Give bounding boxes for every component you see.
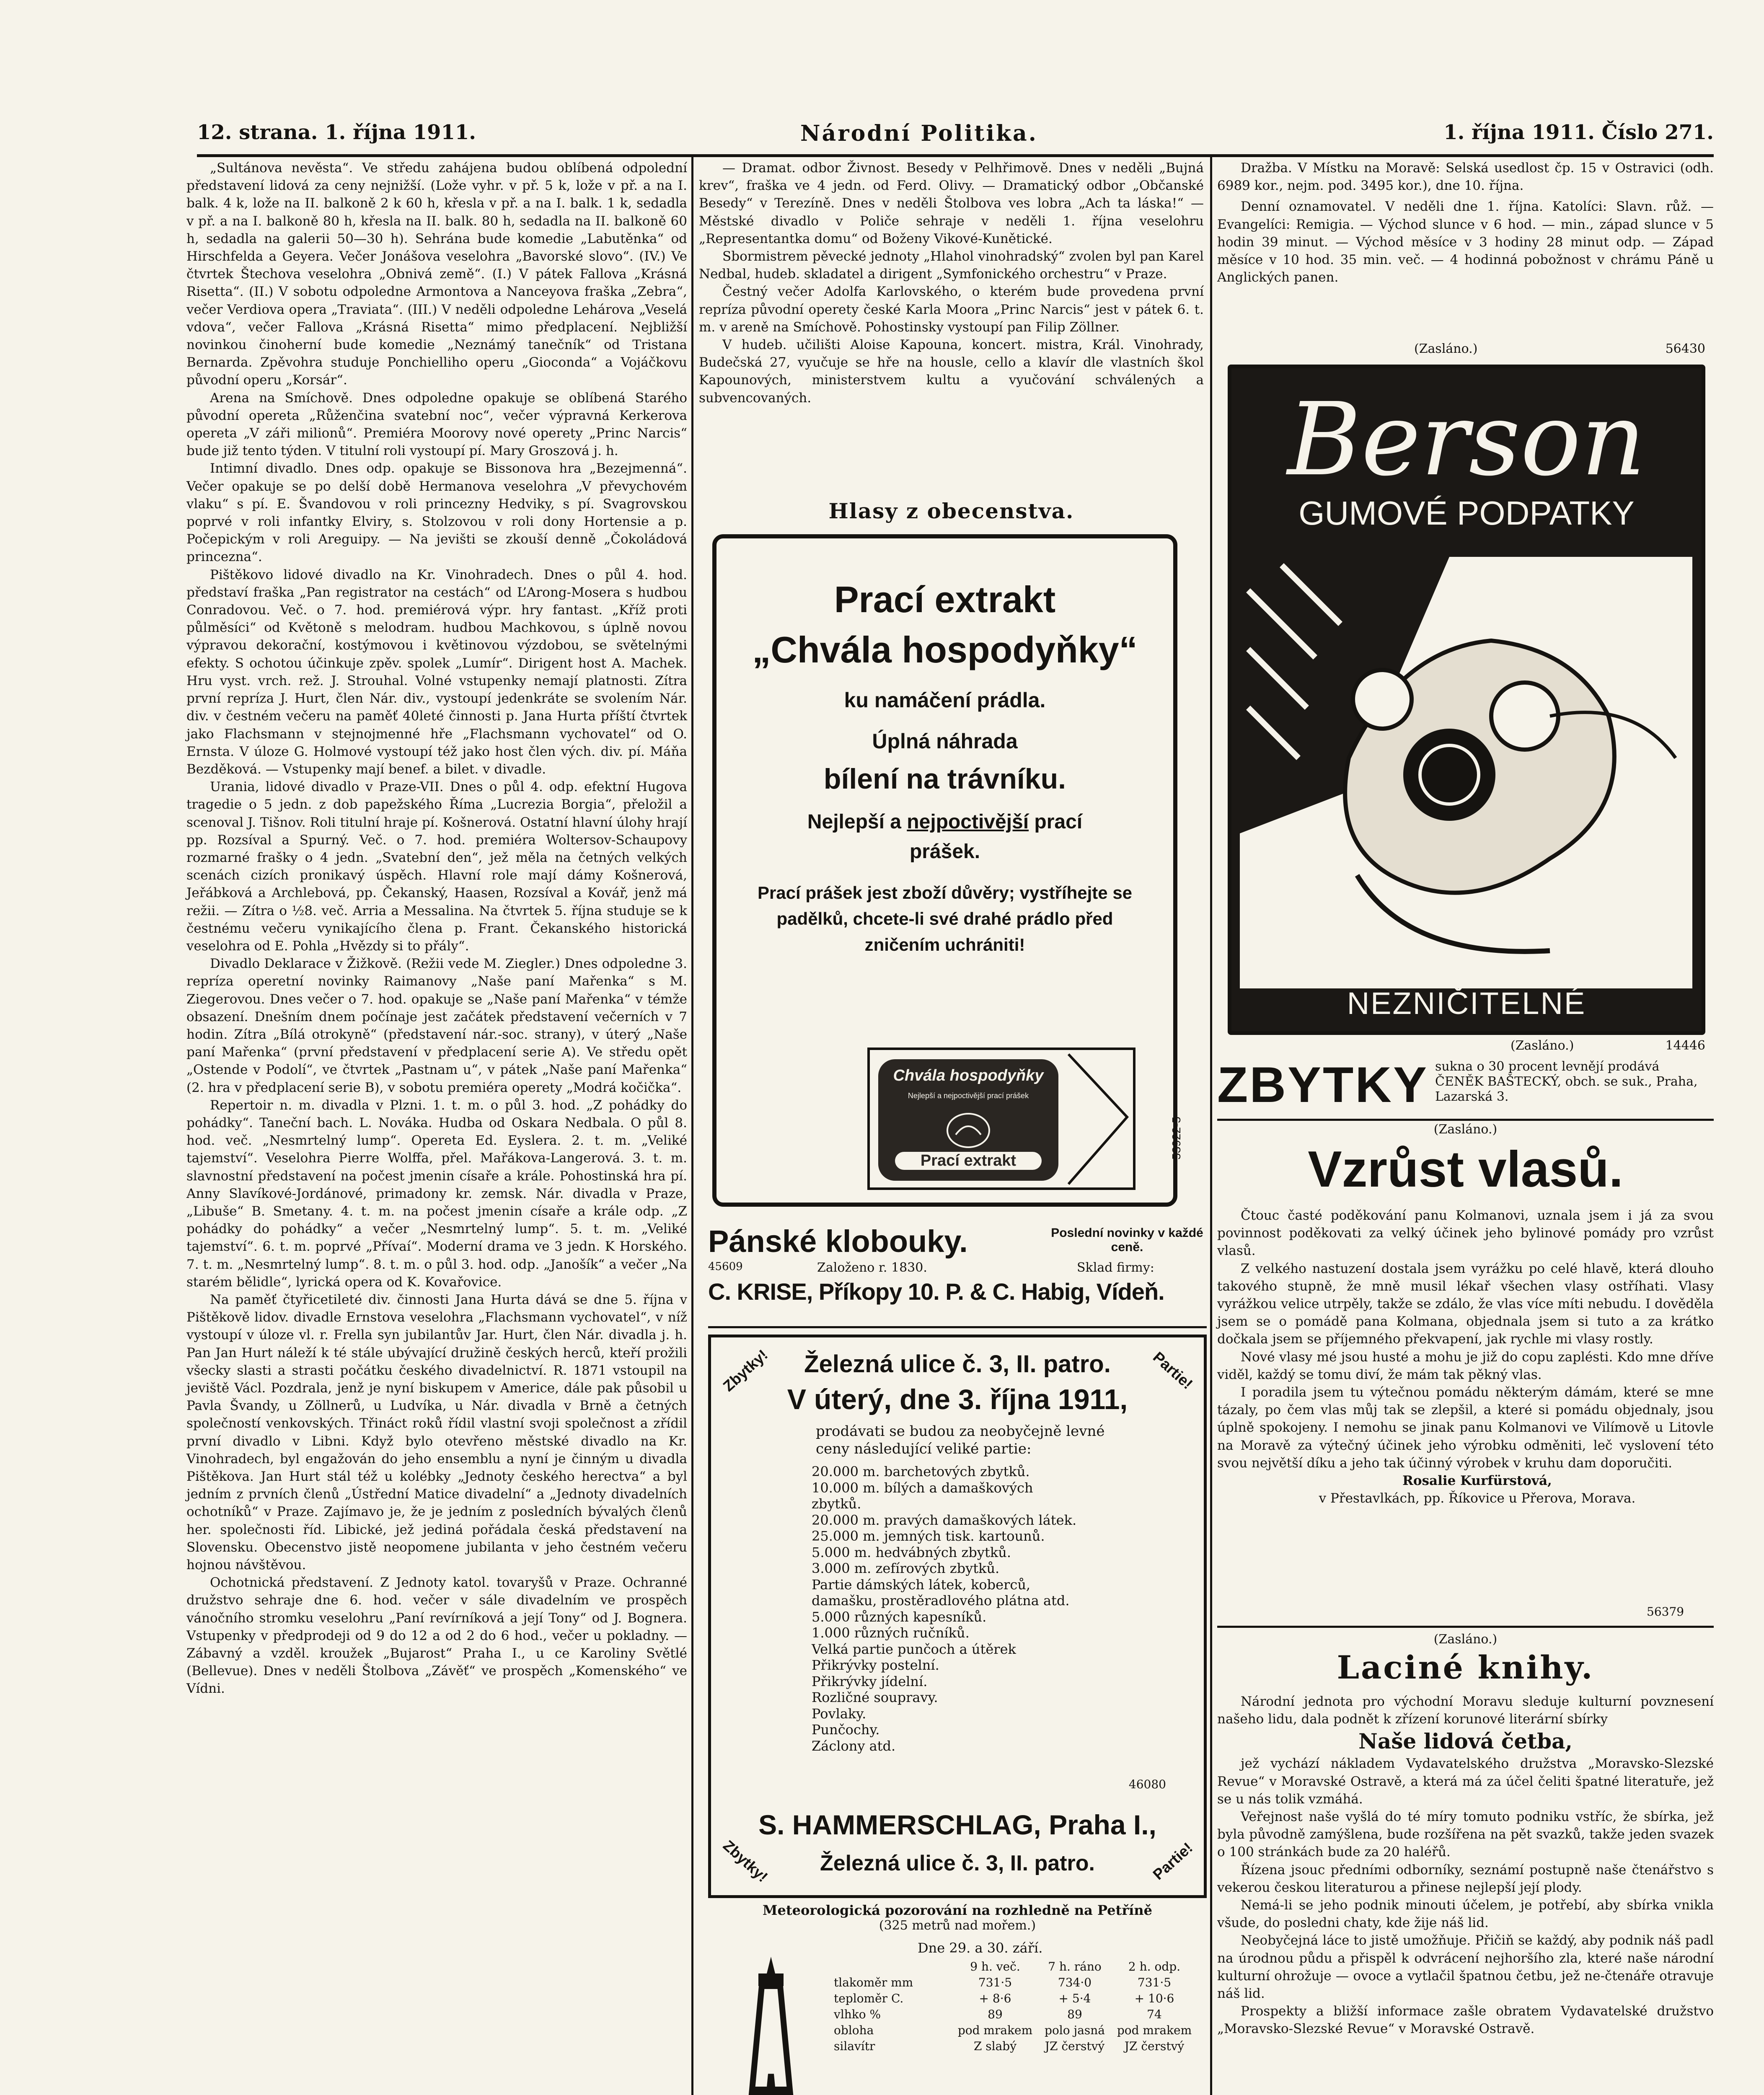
article-ochotnicka: Ochotnická představení. Z Jednoty katol. tovaryšů v Praze. Ochranné družstvo sehraje dne 6. hod. večer v sále divadelním ve prospěch vánočního stromku veselohru „Paní revírníková a její Tony“ od J. Bognera. Vstupenky v předprodeji od 9 do 12 a od 2 do 6 hod., večer u pokladny. — Zábavný a vzděl. kroužek „Bujarost“ Praha I., u ce Karoliny Světlé (Bellevue). Dnes v neděli Štolbova „Závěť“ ve prospěch „Komenského“ ve Vídni. [186, 1575, 687, 1697]
zaslano-3: (Zasláno.) [1433, 1122, 1498, 1137]
zbytky-text: sukna o 30 procent levnějí prodává ČENĚK BAŠTECKÝ, obch. se suk., Praha, Lazarská 3. [1435, 1059, 1698, 1104]
masthead [197, 121, 1714, 157]
hammer-item: Přikrývky jídelní. [812, 1673, 928, 1689]
column-rule-2 [1210, 157, 1212, 2095]
article-dramaticke-odbory: — Dramat. odbor Živnost. Besedy v Pelhřimově. Dnes v neděli „Bujná krev“, fraška ve 4 jedn. od Ferd. Olivy. — Dramatický odbor „Občanské Besedy“ v Terezíně. Dnes v neděli Štolbova ves lobra „Ach ta láska!“ — Městské divadlo v Poliče sehraje v neděli 1. října veselohru „Representantka domu“ od Boženy Vikové-Kunětické. [699, 160, 1204, 246]
ad-hammerschlag [708, 1335, 1207, 1898]
article-arena: Arena na Smíchově. Dnes odpoledne opakuje se oblíbená Starého původní opereta „Růženčina svatební noc“, večer výpravná Kerkerova opereta „V záři milionů“. Premiéra Moorovy nové operety „Princ Narcis“ bude již tento týden. V titulní roli vystoupí pí. Mary Groszová j. h. [186, 390, 687, 459]
ad-prasek-line6a: Nejlepší a [807, 811, 901, 833]
ad-num-1: 56430 [1665, 341, 1705, 356]
meteo-dates: Dne 29. a 30. září. [918, 1940, 1043, 1956]
meteo-row-label: tlakoměr mm [834, 1976, 913, 1989]
meteo-header-row [834, 1959, 1203, 1975]
column-3-notices [1217, 159, 1714, 339]
meteo-title: Meteorologická pozorování na rozhledně na Petříně [763, 1902, 1152, 1918]
klobouky-firm: C. KRISE, Příkopy 10. P. & C. Habig, Vídeň. [708, 1278, 1164, 1305]
hammer-address-2: Železná ulice č. 3, II. patro. [820, 1851, 1095, 1875]
column-rule-1 [691, 157, 693, 2095]
hammer-item: 5.000 m. hedvábných zbytků. [812, 1544, 1011, 1560]
corner-zbytky-tl: Zbytky! [719, 1346, 771, 1395]
hammer-item: 25.000 m. jemných tisk. kartounů. [812, 1528, 1045, 1544]
meteo-row-label: vlhko % [834, 2007, 881, 2021]
meteo-cell: pod mrakem [1117, 2023, 1192, 2037]
knihy-paragraph-4: Řízena jsouc předními odborníky, seznámí postupně naše čtenářstvo s vekerou českou literaturou a přinese nejlepší její plody. [1217, 1862, 1714, 1895]
meteo-row-label: silavítr [834, 2039, 875, 2053]
ad-num-2: 14446 [1665, 1038, 1705, 1053]
hammer-item: 1.000 různých ručníků. [812, 1625, 970, 1641]
knihy-paragraph-3: Veřejnost naše vyšlá do té míry tomuto podniku vstříc, že sbírka, jež byla původně zamýšlena, bude rozšířena na pět svazků, takže jeden svazek o 100 stránkách bude za 20 haléřů. [1217, 1809, 1714, 1860]
header-right: 1. října 1911. Číslo 271. [1443, 121, 1714, 144]
corner-zbytky-bl: Zbytky! [720, 1836, 771, 1886]
hammer-address: Železná ulice č. 3, II. patro. [804, 1350, 1111, 1378]
notice-drazba: Dražba. V Místku na Moravě: Selská usedlost čp. 15 v Ostravici (odh. 6989 kor., nejm. pod. 3495 kor.), dne 10. října. [1217, 160, 1714, 194]
corner-partie-br: Partie! [1149, 1839, 1196, 1883]
vlasy-signature: Rosalie Kurfürstová, [1402, 1473, 1552, 1489]
meteo-cell: JZ čerstvý [1124, 2039, 1185, 2053]
vlasy-paragraph-1: Čtouc časté poděkování panu Kolmanovi, uznala jsem i já za svou povinnost poděkovati za velký účinek jeho bylinové pomády pro vzrůst vlasů. [1217, 1208, 1714, 1259]
article-intimni-divadlo: Intimní divadlo. Dnes odp. opakuje se Bissonova hra „Bezejmenná“. Večer opakuje se po delší době Hermanova veselohra „V převychovém vlaku“ s pí. E. Švandovou v roli princezny Hedviky, s pí. Svagrovskou poprvé v roli infantky Elviry, s. Stolzovou v roli dony Hortensie a p. Počepickým v roli Areguipy. — Na jevišti se zkouší denně „Čokoládová princezna“. [186, 461, 687, 565]
bulldog-illustration-icon [1231, 540, 1701, 993]
meteo-cell: + 8·6 [979, 1992, 1011, 2005]
product-package [867, 1048, 1135, 1190]
vlasy-testimonial [1217, 1207, 1714, 1622]
hammer-item: Partie dámských látek, koberců, damašku, prostěradlového plátna atd. [812, 1576, 1070, 1609]
ad-zbytky [1217, 1056, 1714, 1121]
meteo-col-header: 2 h. odp. [1128, 1960, 1181, 1973]
package-emblem-icon [878, 1110, 1058, 1156]
article-divadlo-deklarace: Divadlo Deklarace v Žižkově. (Režii vede M. Ziegler.) Dnes odpoledne 3. repríza operetní novinky Raimanovy „Naše paní Mařenka“ s M. Ziegerovou. Dnes večer o 7. hod. opakuje se „Naše paní Mařenka“ v témže obsazení. Dnešním dnem počínaje jest začátek představení večerních v 7 hodin. Zítra „Bílá otrokyně“ (představení nár.-soc. strany), v úterý „Naše paní Mařenka“ (první představení v předplacení serie A). Ve středu opět „Ostende v Podolí“, ve čtvrtek „Pastnam u“, v pátek „Naše paní Mařenka“ (2. hra v předplacení serie B), v sobotu premiéra operety „Modrá kočička“. [186, 956, 687, 1095]
article-cestny-vecer: Čestný večer Adolfa Karlovského, o kterém bude provedena první repríza původní operety české Karla Moora „Princ Narcis“ jest v pátek 6. t. m. v areně na Smíchově. Pohostinsky vystoupí pan Filip Zöllner. [699, 284, 1204, 335]
knihy-title: Laciné knihy. [1337, 1649, 1594, 1686]
header-title: Národní Politika. [800, 121, 1038, 146]
ad-panske-klobouky [708, 1223, 1207, 1328]
knihy-paragraph-6: Neobyčejná láce to jistě umožňuje. Přičiň se každý, aby podnik náš padl na úrodnou půdu a přispěl k odvrácení nejhoršího zla, které naše národní kulturní ohrožuje — ovoce a vytlačil špatnou četbu, jež ne-čtenáře otravuje náš lid. [1217, 1933, 1714, 2002]
corner-partie-tr: Partie! [1149, 1348, 1196, 1393]
meteo-row [834, 2038, 1203, 2054]
klobouky-founded: Založeno r. 1830. [817, 1260, 927, 1275]
knihy-paragraph-5: Nemá-li se jeho podnik minouti účelem, je potřebí, aby sbírka vnikla všude, do posledni chaty, kde žije náš lid. [1217, 1898, 1714, 1931]
column-2-news [699, 159, 1204, 494]
meteo-row [834, 2007, 1203, 2023]
hammer-item: Povlaky. [812, 1705, 866, 1722]
vlasy-title: Vzrůst vlasů. [1308, 1141, 1623, 1198]
article-hudebni-uciliste: V hudeb. učilišti Aloise Kapouna, koncert. mistra, Král. Vinohrady, Budečská 27, vyučuje se hře na housle, cello a klavír dle vlastních škol Kapounových, ministerstvem kultu a vyučování schválených a subvencovaných. [699, 337, 1204, 406]
meteo-cell: 89 [1067, 2007, 1082, 2021]
hammer-intro: prodávati se budou za neobyčejně levné ceny následující veliké partie: [816, 1423, 1105, 1457]
klobouky-title: Pánské klobouky. [708, 1224, 968, 1259]
hammer-item: 20.000 m. barchetových zbytků. [812, 1464, 1030, 1479]
vlasy-paragraph-2: Z velkého nastuzení dostala jsem vyrážku po celé hlavě, která dlouho takového stupně, že mně musil lékař všechen vlasy ostříhati. Vlasy vyrážkou velice utrpěly, takže se zdálo, že vlas více míti nebudu. I dověděla jsem se o pomádě pana Kolmana, objednala jsem si tuto a za krátko dočkala jsem se příjemného překvapení, jak rychle mi vlasy rostly. [1217, 1261, 1714, 1347]
ad-prasek-code: 53922-5 [1170, 1117, 1183, 1160]
vlasy-signature-place: v Přestavlkách, pp. Říkovice u Přerova, Morava. [1319, 1491, 1636, 1506]
meteo-row-label: teploměr C. [834, 1992, 904, 2005]
column-1-theatre-news [186, 159, 687, 2095]
ad-prasek-line2: „Chvála hospodyňky“ [752, 629, 1138, 670]
article-urania: Urania, lidové divadlo v Praze-VII. Dnes o půl 4. odp. efektní Hugova tragedie o 5 jedn. z dob papežského Říma „Lucrezia Borgia“, přeložil a scenoval J. Tišnov. Roli titulní hraje pí. Košnerová. Ostatní hlavní úlohy hrají pp. Rozsíval a Spurný. Več. o 7. hod. premiéra Woltersov-Schaupovy rozmarné frašky o 4 jedn. „Svatební den“, jež měla na četných velkých scenách cizích pronikavý úspěch. Hlavní role mají dámy Košnerová, Jeřábková a Archlebová, pp. Čekanský, Haasen, Rozsíval a Kovář, jenž má režii. — Zítra o ½8. več. Arria a Messalina. Na čtvrtek 5. října studuje se k čestnému večeru vynikajícího člena p. Frant. Čekanského historická veselohra od E. Pohla „Hvězdy si to přály“. [186, 779, 687, 954]
ad-prasek-line6 [716, 810, 1173, 833]
meteo-cell: + 5·4 [1058, 1992, 1091, 2005]
klobouky-tag: Poslední novinky v každé ceně. [1051, 1226, 1203, 1254]
section-heading-hlasy: Hlasy z obecenstva. [828, 499, 1074, 523]
hammer-item: Rozličné soupravy. [812, 1689, 938, 1705]
meteo-col-header: 9 h. več. [970, 1960, 1020, 1973]
klobouky-num: 45609 [708, 1260, 743, 1273]
hammer-item: 5.000 různých kapesníků. [812, 1609, 987, 1625]
knihy-series-name: Naše lidová četba, [1358, 1729, 1573, 1754]
ad-berson [1228, 365, 1705, 1035]
package-side-icon [1064, 1050, 1131, 1188]
meteo-cell: polo jasná [1045, 2023, 1105, 2037]
ad-prasek-line8: Prací prášek jest zboží důvěry; vystříhejte se padělků, chcete-li své drahé prádlo před zničením uchrániti! [757, 883, 1133, 954]
klobouky-stores: Sklad firmy: [1077, 1260, 1154, 1275]
ad-prasek-line1: Prací extrakt [834, 579, 1056, 620]
meteo-report [708, 1902, 1207, 2095]
package-bottom-text: Prací extrakt [895, 1152, 1042, 1170]
zaslano-2: (Zasláno.) [1511, 1038, 1574, 1053]
article-pistekovo-divadlo: Pištěkovo lidové divadlo na Kr. Vinohradech. Dnes o půl 4. hod. představí fraška „Pan registrator na cestách“ od L’Arong-Mosera s hudbou Conradovou. Več. o 7. hod. premiérová výpr. hry fantast. „Kříž proti půlměsíci“ od Květoně s melodram. hudbou Machkovou, s úplně novou výpravou dekorační, kostýmovou i květinovou výzdobou, se světelnými efekty. S ochotou účinkuje zpěv. spolek „Lumír“. Dirigent host A. Machek. Hru vyst. vrch. rež. J. Strouhal. Volné vstupenky nemají platnosti. Zítra první repríza J. Hurt, člen Nár. div., vystoupí jedenkráte se svolením Nár. div. v čestném večeru na paměť 40leté činnosti p. Jana Hurta příští čtvrtek jako Flachsmann v stejnojmenné hře „Flachsmann vychovatel“ od O. Ernsta. V úloze G. Holmové vystoupí též jako host člen vých. div. pí. Máňa Bezděková. — Vstupenky mají benef. a bilet. v divadle. [186, 567, 687, 777]
ad-num-3: 56379 [1647, 1605, 1684, 1619]
hammer-item: Přikrývky postelní. [812, 1657, 939, 1673]
vlasy-paragraph-4: I poradila jsem tu výtečnou pomádu některým dámám, které se mne tázaly, po čem vlas můj tak se zlepšil, a které si pomádu objednaly, jsou úplně spokojeny. I nemohu se jinak panu Kolmanovi ve Vilímově u Litovle na Moravě za výtečný účinek jeho výrobku odměniti, leč vyslovení této svou největší díku a jeho tak účinný výrobek v kruhu dam doporučiti. [1217, 1385, 1714, 1471]
article-hlahol: Sbormistrem pěvecké jednoty „Hlahol vinohradský“ zvolen byl pan Karel Nedbal, hudeb. skladatel a dirigent „Symfonického orchestru“ v Praze. [699, 249, 1204, 282]
meteo-cell: 74 [1147, 2007, 1162, 2021]
divider [1217, 1626, 1714, 1628]
vlasy-paragraph-3: Nové vlasy mé jsou husté a mohu je již do copu zaplésti. Kdo mne dříve viděl, každý se tomu diví, že mám tak pěkný vlas. [1217, 1349, 1714, 1382]
package-small-text: Nejlepší a nejpoctivější prací prášek [908, 1091, 1029, 1100]
meteo-col-header: 7 h. ráno [1048, 1960, 1102, 1973]
berson-logo: Berson [1287, 381, 1646, 498]
meteo-row [834, 2023, 1203, 2038]
meteo-table [834, 1959, 1203, 2054]
meteo-cell: 731·5 [1137, 1976, 1172, 1989]
knihy-text [1217, 1693, 1714, 2095]
ad-prasek-line4: Úplná náhrada [872, 729, 1018, 753]
hammer-num: 46080 [1128, 1777, 1166, 1791]
hammer-item: 3.000 m. zefírových zbytků. [812, 1560, 1000, 1576]
zbytky-title: ZBYTKY [1217, 1057, 1428, 1113]
meteo-header-spacer [834, 1959, 955, 1975]
meteo-cell: Z slabý [973, 2039, 1017, 2053]
hammer-item: Velká partie punčoch a útěrek [812, 1641, 1016, 1657]
hammer-item: 10.000 m. bílých a damaškových zbytků. [812, 1479, 1033, 1512]
ad-prasek-line6b: nejpoctivější [907, 811, 1029, 833]
notice-oznamovatel: Denní oznamovatel. V neděli dne 1. října. Katolíci: Slavn. růž. — Evangelíci: Remigia. — Východ slunce v 6 hod. — min., západ slunce v 5 hodin 39 minut. — Východ měsíce v 3 hodiny 28 minut odp. — Západ měsíce v 10 hod. 35 min. več. — 4 hodinná pobožnost v chrámu Páně u Anglických panen. [1217, 199, 1714, 285]
meteo-cell: 731·5 [978, 1976, 1012, 1989]
meteo-cell: 89 [988, 2007, 1003, 2021]
meteo-cell: pod mrakem [957, 2023, 1033, 2037]
article-paragraph: „Sultánova nevěsta“. Ve středu zahájena budou oblíbená odpolední představení lidová za ceny nejnižší. (Lože vyhr. v př. 5 k, lože v př. a na I. balk. 4 k, lože na II. balkoně 2 k 60 h, křesla v př. a na I. balk. 1 k, sedadla v př. a na I. balkoně 80 h, křesla na II. balk. 80 h, sedadla na II. balkoně 60 h, sedadla na galerii 50—30 h). Sehrána bude komedie „Labutěnka“ od Hirschfelda a Geyera. Večer Jonášova veselohra „Bavorské slovo“. (IV.) Ve čtvrtek Štechova veselohra „Obnivá země“. (I.) V pátek Fallova „Krásná Risetta“. (II.) V sobotu odpoledne Armontova a Nanceyova fraška „Zebra“, večer Verdiova opera „Traviata“. (III.) V neděli odpoledne Lehárova „Veselá vdova“, večer Fallova „Krásná Risetta“ mimo předplacení. Nejbližší novinkou činoherní bude komedie „Neznámý tanečník“ od Tristana Bernarda. Zpěvohra studuje Ponchielliho operu „Gioconda“ a Vojáčkovu původní operu „Korsár“. [186, 160, 687, 388]
hammer-firm: S. HAMMERSCHLAG, Praha I., [758, 1809, 1156, 1840]
ad-prasek-line6c: prací [1034, 811, 1083, 833]
hammer-items-list [812, 1464, 1078, 1754]
package-label [878, 1059, 1058, 1181]
zaslano-4: (Zasláno.) [1433, 1632, 1498, 1647]
zaslano-1: (Zasláno.) [1414, 341, 1478, 356]
knihy-paragraph-1: Národní jednota pro východní Moravu sleduje kulturní povznesení našeho lidu, dala podnět k zřízení korunové literární sbírky [1217, 1694, 1714, 1727]
article-plzen-repertoir: Repertoir n. m. divadla v Plzni. 1. t. m. o půl 3. hod. „Z pohádky do pohádky“. Taneční bach. L. Nováka. Hudba od Oskara Nedbala. O půl 8. hod. več. „Nesmrtelný lump“. Opereta Ed. Eyslera. 2. t. m. „Veliké tajemství“. Veselohra Pierre Wolffa, přel. Mařákova-Langerová. 3. t. m. slavnostní představení na počest jmenin císaře a krále. Pohostinská hra pí. Anny Slavíkové-Jordánové, primadony kr. zemsk. Nár. divadla v Praze, „Libuše“ B. Smetany. 4. t. m. na počest jmenin císaře a krále odp. „Z pohádky do pohádky“ a večer „Nesmrtelný lump“. 5. t. m. „Veliké tajemství“. 6. t. m. poprvé „Přívaí“. Moderní drama ve 3 jedn. K Horského. 7. t. m. „Nesmrtelný lump“. 8. t. m. o půl 3. hod. odp. „Janošík“ a večer „Na starém bělidle“, lyrická opera od K. Kovařovice. [186, 1097, 687, 1290]
ad-prasek-line7: prášek. [909, 841, 980, 863]
meteo-row [834, 1991, 1203, 2007]
hammer-item: 20.000 m. pravých damaškových látek. [812, 1512, 1077, 1528]
header-left: 12. strana. 1. října 1911. [197, 121, 476, 144]
berson-subtitle: GUMOVÉ PODPATKY [1298, 494, 1635, 532]
petrin-tower-icon [708, 1948, 834, 2095]
meteo-sub: (325 metrů nad mořem.) [879, 1918, 1036, 1933]
meteo-cell: 734·0 [1058, 1976, 1092, 1989]
ad-praci-extrakt [712, 534, 1183, 1207]
berson-footer: NEZNIČITELNÉ [1347, 986, 1586, 1021]
hammer-date: V úterý, dne 3. října 1911, [787, 1384, 1128, 1415]
package-top-text: Chvála hospodyňky [893, 1067, 1044, 1084]
meteo-row-label: oblohа [834, 2023, 874, 2037]
ad-prasek-line3: ku namáčení prádla. [844, 688, 1046, 712]
knihy-paragraph-7: Prospekty a bližší informace zašle obratem Vydavatelské družstvo „Moravsko-Slezské Revue“ v Moravské Ostravě. [1217, 2004, 1714, 2037]
knihy-paragraph-2: jež vychází nákladem Vydavatelského družstva „Moravsko-Slezské Revue“ v Moravské Ostravě, a která má za účel čeliti špatné literatuře, jež se u nás tolik vzmáhá. [1217, 1756, 1714, 1807]
ad-prasek-line5: bílení na trávníku. [823, 763, 1066, 795]
meteo-cell: + 10·6 [1134, 1992, 1174, 2005]
hammer-item: Punčochy. [812, 1722, 880, 1738]
meteo-cell: JZ čerstvý [1045, 2039, 1105, 2053]
article-jan-hurt: Na paměť čtyřicetileté div. činnosti Jana Hurta dává se dne 5. října v Pištěkově lidov. divadle Ernstova veselohra „Flachsmann vychovatel“, v níž vystoupí v úloze vl. r. Frella syn jubilantův Jar. Hurt, člen Nár. divadla j. h. Pan Jan Hurt náleží k té stále ubývající družině českých herců, kteří prožili všecky slasti a strasti počátku českého divadelnictví. R. 1871 vstoupil na jeviště Václ. Pozdrala, jenž je nyní biskupem v Americe, dále pak působil u Pavla Švandy, u Zöllnerů, u Ludvíka, u Nár. divadla v Brně a četných společností venkovských. Třináct roků řídil vlastní svoji společnost a zřídil první divadlo v Libni. Když bylo otevřeno městské divadlo na Kr. Vinohradech, byl engažován do jeho ensemblu a nyní je činným u divadla Pištěkova. Jan Hurt stál též u kolébky „Jednoty českého herectva“ a byl jedním z prvních členů „Ústřední Matice divadelní“ a „Jednoty divadelních ochotníků“ v Praze. Zajímavo je, že je jedním z posledních bývalých členů her. společnosti říd. Libické, jež jediná pořádala česká představení na Slovensku. Obecenstvo jistě neopomene jubilanta v jeho čestném večeru hojnou návštěvou. [186, 1292, 687, 1573]
meteo-row [834, 1975, 1203, 1991]
hammer-item: Záclony atd. [812, 1738, 896, 1754]
